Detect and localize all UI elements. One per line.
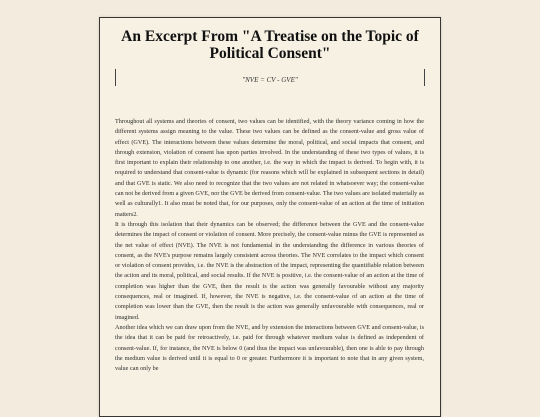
formula-box [115,69,425,86]
paragraph: It is through this isolation that their dynamics can be observed; the difference between the GVE and the consent-value determines the impact of consent or violation of consent. More precisely, the consent-value minus the GVE is represented as the net value of effect (NVE). The NVE is not fundamental in the understanding the difference in various theories of consent, as the NVE's purpose remains largely consistent across theories. The NVE correlates to the impact which consent or violation of consent provides, i.e. the NVE is the abstraction of the impact, representing the quantifiable relation between the action and its moral, political, and social results. If the NVE is positive, i.e. the consent-value of an action at the time of completion was higher than the GVE, then the result is the action was generally favourable without any majority consequences, real or imagined. If, however, the NVE is negative, i.e. the consent-value of an action at the time of completion was lower than the GVE, then the result is the action was generally unfavourable with consequences, real or imagined. [115,220,424,321]
paragraph: Another idea which we can draw upon from the NVE, and by extension the interactions between GVE and consent-value, is the idea that it can be paid for retroactively, i.e. paid for through whatever medium value is defined as independent of consent-value. If, for instance, the NVE is below 0 (and thus the impact was unfavourable), then one is able to pay through the medium value is derived until it is equal to 0 or greater. Furthermore it is important to note that in any given system, value can only be [115,323,424,373]
formula-text: "NVE = CV - GVE" [242,76,298,84]
document-page [99,17,441,417]
document-title: An Excerpt From "A Treatise on the Topic of Political Consent" [121,28,419,62]
paragraph: Throughout all systems and theories of consent, two values can be identified, with the theory variance coming in how the different systems assign meaning to the value. These two values can be defined as the consent-value and gross value of effect (GVE). The interactions between these values determine the moral, political, and social impacts that consent, and through extension, violation of consent has upon parties involved. In the understanding of these two types of values, it is first important to explain their relationship to one another, i.e. the way in which the impact is derived. To begin with, it is required to understand that consent-value is dynamic (for reasons which will be explained in subsequent sections in detail) and that GVE is static. We also need to recognize that the two values are not related in whatsoever way; the consent-value can not be derived from a given GVE, nor the GVE be derived from consent-value. The two values are isolated materially as well as culturally1. It also must be noted that, for our purposes, only the consent-value of an action at the time of initiation matters2. [115,118,424,218]
document-body [115,117,424,374]
